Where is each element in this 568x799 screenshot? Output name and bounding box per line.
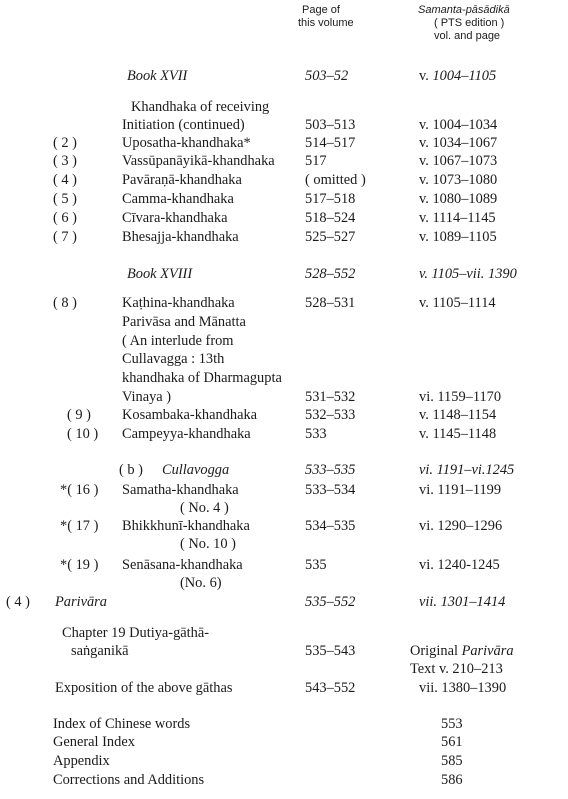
header-vol-and-page: vol. and page [434, 30, 501, 42]
index-entry-name: Index of Chinese words [53, 716, 191, 732]
entry-ref: vi. 1240-1245 [419, 557, 500, 573]
entry-number: ( 9 ) [67, 407, 91, 423]
entry-ref: v. 1114–1145 [419, 210, 496, 226]
entry-ref: v. 1073–1080 [419, 172, 498, 188]
entry-number: *( 16 ) [60, 482, 99, 498]
entry-pages: 517–518 [305, 191, 356, 207]
chapter19-line1: Chapter 19 Dutiya-gāthā- [62, 625, 210, 641]
entry-pages: 533–534 [305, 482, 356, 498]
section-title-line1: Khandhaka of receiving [131, 99, 270, 115]
book18-pages: 528–552 [305, 266, 356, 282]
entry-name: Kaṭhina-khandhaka [122, 295, 235, 311]
book18-ref: v. 1105–vii. 1390 [419, 266, 517, 282]
chapter19-ref-prefix: Original [410, 643, 462, 659]
exposition-name: Exposition of the above gāthas [55, 680, 233, 696]
entry-name: Cullavagga : 13th [122, 351, 225, 367]
entry-name: khandhaka of Dharmagupta [122, 370, 282, 386]
entry-pages: 518–524 [305, 210, 356, 226]
index-entry-name: Corrections and Additions [53, 772, 205, 788]
chapter19-line2: saṅganikā [71, 643, 129, 659]
index-entry-page: 561 [441, 734, 463, 750]
header-pts-edition: ( PTS edition ) [434, 17, 505, 29]
header-this-volume: this volume [298, 17, 354, 29]
entry-name: Vassūpanāyikā-khandhaka [122, 153, 275, 169]
entry-number: ( 10 ) [67, 426, 99, 442]
entry-name: Parivāsa and Mānatta [122, 314, 246, 330]
entry-number: ( 6 ) [53, 210, 77, 226]
entry-name: Uposatha-khandhaka* [122, 135, 251, 151]
entry-ref: v. 1089–1105 [419, 229, 497, 245]
entry-name: Kosambaka-khandhaka [122, 407, 258, 423]
index-entry-name: General Index [53, 734, 135, 750]
parivara-pages: 535–552 [305, 594, 356, 610]
chapter19-pages: 535–543 [305, 643, 356, 659]
entry-name: Senāsana-khandhaka [122, 557, 243, 573]
entry-number: *( 17 ) [60, 518, 99, 534]
entry-number: ( 5 ) [53, 191, 77, 207]
entry-note: ( No. 10 ) [180, 536, 236, 552]
entry-number: ( 7 ) [53, 229, 77, 245]
exposition-pages: 543–552 [305, 680, 356, 696]
entry-number: *( 19 ) [60, 557, 99, 573]
entry-name: Camma-khandhaka [122, 191, 234, 207]
entry-note: (No. 6) [180, 575, 222, 591]
header-page-of: Page of [302, 4, 340, 16]
entry-pages: 533 [305, 426, 327, 442]
entry-pages: 532–533 [305, 407, 356, 423]
entry-ref: vi. 1159–1170 [419, 389, 502, 405]
entry-pages: 528–531 [305, 295, 356, 311]
cullavagga-label: ( b ) [119, 462, 143, 478]
entry-pages: 517 [305, 153, 327, 169]
entry-name: Pavāraṇā-khandhaka [122, 172, 242, 188]
parivara-ref: vii. 1301–1414 [419, 594, 506, 610]
entry-ref: v. 1145–1148 [419, 426, 497, 442]
parivara-title: Parivāra [55, 594, 107, 610]
chapter19-ref-italic: Parivāra [461, 643, 514, 659]
entry-note: ( No. 4 ) [180, 500, 229, 516]
entry-name: ( An interlude from [122, 333, 234, 349]
index-entry-page: 553 [441, 716, 463, 732]
entry-pages: ( omitted ) [305, 172, 366, 188]
index-entry-name: Appendix [53, 753, 110, 769]
entry-name: Initiation (continued) [122, 117, 245, 133]
entry-pages: 531–532 [305, 389, 356, 405]
entry-pages: 534–535 [305, 518, 356, 534]
chapter19-ref [410, 642, 514, 660]
entry-pages: 503–513 [305, 117, 356, 133]
entry-ref: v. 1148–1154 [419, 407, 497, 423]
entry-number: ( 4 ) [53, 172, 77, 188]
entry-ref: v. 1080–1089 [419, 191, 498, 207]
entry-ref: v. 1067–1073 [419, 153, 498, 169]
entry-number: ( 3 ) [53, 153, 77, 169]
cullavagga-pages: 533–535 [305, 462, 356, 478]
entry-pages: 514–517 [305, 135, 356, 151]
entry-name: Samatha-khandhaka [122, 482, 239, 498]
entry-ref: v. 1034–1067 [419, 135, 498, 151]
entry-name: Bhesajja-khandhaka [122, 229, 239, 245]
index-entry-page: 586 [441, 772, 463, 788]
parivara-number: ( 4 ) [6, 594, 30, 610]
book17-pages: 503–52 [305, 68, 349, 84]
cullavagga-ref: vi. 1191–vi.1245 [419, 462, 515, 478]
book18-title: Book XVIII [127, 266, 193, 282]
book17-ref: v. 1004–1105 [419, 68, 497, 84]
entry-number: ( 2 ) [53, 135, 77, 151]
cullavagga-title: Cullavogga [162, 462, 230, 478]
entry-name: Vinaya ) [122, 389, 172, 405]
book17-title: Book XVII [127, 68, 188, 84]
entry-ref: vi. 1191–1199 [419, 482, 502, 498]
chapter19-ref-line2: Text v. 210–213 [410, 661, 503, 677]
entry-pages: 535 [305, 557, 327, 573]
entry-name: Bhikkhunī-khandhaka [122, 518, 250, 534]
entry-ref: v. 1004–1034 [419, 117, 498, 133]
entry-name: Cīvara-khandhaka [122, 210, 228, 226]
exposition-ref: vii. 1380–1390 [419, 680, 507, 696]
header-samanta-pasadika: Samanta-pāsādikā [418, 4, 510, 16]
entry-name: Campeyya-khandhaka [122, 426, 251, 442]
index-entry-page: 585 [441, 753, 463, 769]
entry-ref: vi. 1290–1296 [419, 518, 503, 534]
entry-ref: v. 1105–1114 [419, 295, 496, 311]
entry-pages: 525–527 [305, 229, 356, 245]
entry-number: ( 8 ) [53, 295, 77, 311]
